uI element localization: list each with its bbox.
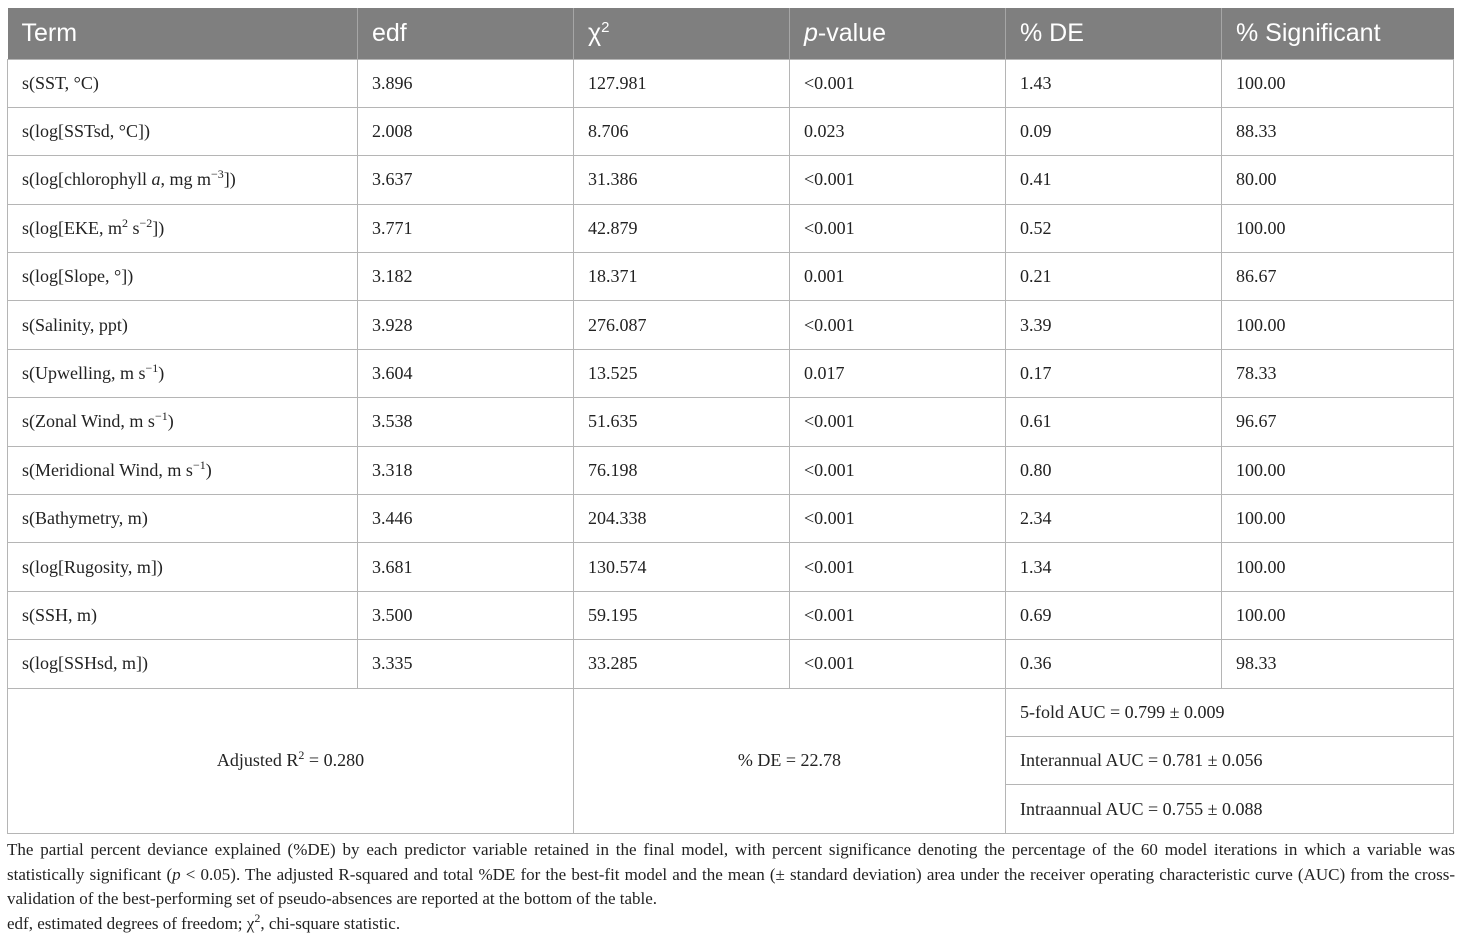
table-row — [8, 398, 1454, 446]
cell-p: <0.001 — [790, 495, 1006, 543]
cell-edf: 3.318 — [358, 446, 574, 494]
summary-cell-empty — [8, 785, 574, 833]
cell-de: 0.41 — [1006, 156, 1222, 204]
results-table-container — [7, 8, 1453, 834]
cell-sig: 88.33 — [1222, 107, 1454, 155]
cell-p: <0.001 — [790, 156, 1006, 204]
table-row — [8, 349, 1454, 397]
cell-sig: 100.00 — [1222, 301, 1454, 349]
cell-p: <0.001 — [790, 543, 1006, 591]
summary-row — [8, 785, 1454, 833]
cell-de: 3.39 — [1006, 301, 1222, 349]
table-row — [8, 156, 1454, 204]
cell-edf: 3.538 — [358, 398, 574, 446]
cell-p: <0.001 — [790, 446, 1006, 494]
cell-edf: 3.896 — [358, 59, 574, 107]
cell-sig: 100.00 — [1222, 543, 1454, 591]
cell-p: <0.001 — [790, 301, 1006, 349]
summary-cell-empty — [574, 785, 1006, 833]
cell-chi: 59.195 — [574, 591, 790, 639]
cell-de: 2.34 — [1006, 495, 1222, 543]
cell-sig: 78.33 — [1222, 349, 1454, 397]
cell-sig: 100.00 — [1222, 446, 1454, 494]
table-row — [8, 204, 1454, 252]
cell-term: s(SST, °C) — [8, 59, 358, 107]
header-p-value: p-value — [790, 8, 1006, 59]
cell-term: s(Upwelling, m $s^{-1}$) — [8, 349, 358, 397]
table-row — [8, 495, 1454, 543]
cell-de: 0.36 — [1006, 640, 1222, 688]
cell-sig: 100.00 — [1222, 591, 1454, 639]
summary-auc-5fold: 5-fold AUC = 0.799 ± 0.009 — [1006, 688, 1454, 736]
cell-sig: 98.33 — [1222, 640, 1454, 688]
cell-edf: 3.500 — [358, 591, 574, 639]
cell-edf: 3.928 — [358, 301, 574, 349]
results-table — [7, 8, 1454, 834]
header-percent-de: % DE — [1006, 8, 1222, 59]
cell-p: 0.001 — [790, 253, 1006, 301]
table-row — [8, 640, 1454, 688]
table-row — [8, 446, 1454, 494]
cell-de: 0.52 — [1006, 204, 1222, 252]
table-row — [8, 59, 1454, 107]
table-row — [8, 253, 1454, 301]
cell-p: <0.001 — [790, 398, 1006, 446]
summary-adjusted-r2: Adjusted $R^2 = 0.280$ — [8, 736, 574, 784]
cell-chi: 127.981 — [574, 59, 790, 107]
cell-p: <0.001 — [790, 204, 1006, 252]
table-row — [8, 107, 1454, 155]
cell-chi: 51.635 — [574, 398, 790, 446]
cell-sig: 80.00 — [1222, 156, 1454, 204]
cell-edf: 3.182 — [358, 253, 574, 301]
cell-de: 0.09 — [1006, 107, 1222, 155]
cell-chi: 204.338 — [574, 495, 790, 543]
summary-auc-intraannual: Intraannual AUC = 0.755 ± 0.088 — [1006, 785, 1454, 833]
cell-term: s(Zonal Wind, m $s^{-1}$) — [8, 398, 358, 446]
cell-term: s(SSH, m) — [8, 591, 358, 639]
cell-de: 0.17 — [1006, 349, 1222, 397]
cell-edf: 3.604 — [358, 349, 574, 397]
summary-cell-empty — [8, 688, 574, 736]
cell-term: s(log[Slope, °]) — [8, 253, 358, 301]
cell-chi: 8.706 — [574, 107, 790, 155]
cell-p: <0.001 — [790, 591, 1006, 639]
cell-sig: 100.00 — [1222, 495, 1454, 543]
cell-term: s(log[SSTsd, °C]) — [8, 107, 358, 155]
cell-edf: 3.637 — [358, 156, 574, 204]
cell-edf: 3.681 — [358, 543, 574, 591]
cell-chi: 42.879 — [574, 204, 790, 252]
cell-de: 0.80 — [1006, 446, 1222, 494]
cell-chi: 130.574 — [574, 543, 790, 591]
cell-term: s(log[EKE, $m^2$ $s^{-2}$]) — [8, 204, 358, 252]
cell-p: 0.017 — [790, 349, 1006, 397]
summary-total-de: % DE = 22.78 — [574, 736, 1006, 784]
cell-edf: 3.335 — [358, 640, 574, 688]
header-edf: edf — [358, 8, 574, 59]
cell-edf: 2.008 — [358, 107, 574, 155]
summary-row — [8, 736, 1454, 784]
cell-de: 0.21 — [1006, 253, 1222, 301]
cell-de: 0.61 — [1006, 398, 1222, 446]
table-header-row — [8, 8, 1454, 59]
header-percent-significant: % Significant — [1222, 8, 1454, 59]
cell-de: 0.69 — [1006, 591, 1222, 639]
cell-sig: 96.67 — [1222, 398, 1454, 446]
cell-chi: 18.371 — [574, 253, 790, 301]
cell-term: s(Meridional Wind, m $s^{-1}$) — [8, 446, 358, 494]
cell-chi: 76.198 — [574, 446, 790, 494]
cell-term: s(Salinity, ppt) — [8, 301, 358, 349]
cell-edf: 3.446 — [358, 495, 574, 543]
cell-edf: 3.771 — [358, 204, 574, 252]
table-row — [8, 301, 1454, 349]
summary-row — [8, 688, 1454, 736]
cell-chi: 276.087 — [574, 301, 790, 349]
cell-chi: 31.386 — [574, 156, 790, 204]
caption-description: The partial percent deviance explained (%DE) by each predictor variable retained in the final model, with percent significance denoting the percentage of the 60 model iterations in which a variable was statistically significant (p < 0.05). The adjusted R-squared and total %DE for the best-fit model and the mean (± standard deviation) area under the receiver operating characteristic curve (AUC) from the cross-validation of the best-performing set of pseudo-absences are reported at the bottom of the table. — [7, 840, 1455, 908]
cell-sig: 86.67 — [1222, 253, 1454, 301]
header-term: Term — [8, 8, 358, 59]
cell-chi: 13.525 — [574, 349, 790, 397]
cell-p: <0.001 — [790, 59, 1006, 107]
cell-term: s(log[chlorophyll a, mg $m^{-3}$]) — [8, 156, 358, 204]
cell-p: 0.023 — [790, 107, 1006, 155]
cell-term: s(log[SSHsd, m]) — [8, 640, 358, 688]
summary-cell-empty — [574, 688, 1006, 736]
summary-auc-interannual: Interannual AUC = 0.781 ± 0.056 — [1006, 736, 1454, 784]
cell-term: s(log[Rugosity, m]) — [8, 543, 358, 591]
table-row — [8, 591, 1454, 639]
cell-sig: 100.00 — [1222, 59, 1454, 107]
header-chi-square: $\chi^2$ — [574, 8, 790, 59]
cell-p: <0.001 — [790, 640, 1006, 688]
cell-chi: 33.285 — [574, 640, 790, 688]
cell-de: 1.43 — [1006, 59, 1222, 107]
cell-de: 1.34 — [1006, 543, 1222, 591]
caption-abbreviations: edf, estimated degrees of freedom; $\chi^2$, chi-square statistic. — [7, 910, 401, 933]
table-caption — [7, 838, 1455, 936]
table-row — [8, 543, 1454, 591]
cell-sig: 100.00 — [1222, 204, 1454, 252]
cell-term: s(Bathymetry, m) — [8, 495, 358, 543]
